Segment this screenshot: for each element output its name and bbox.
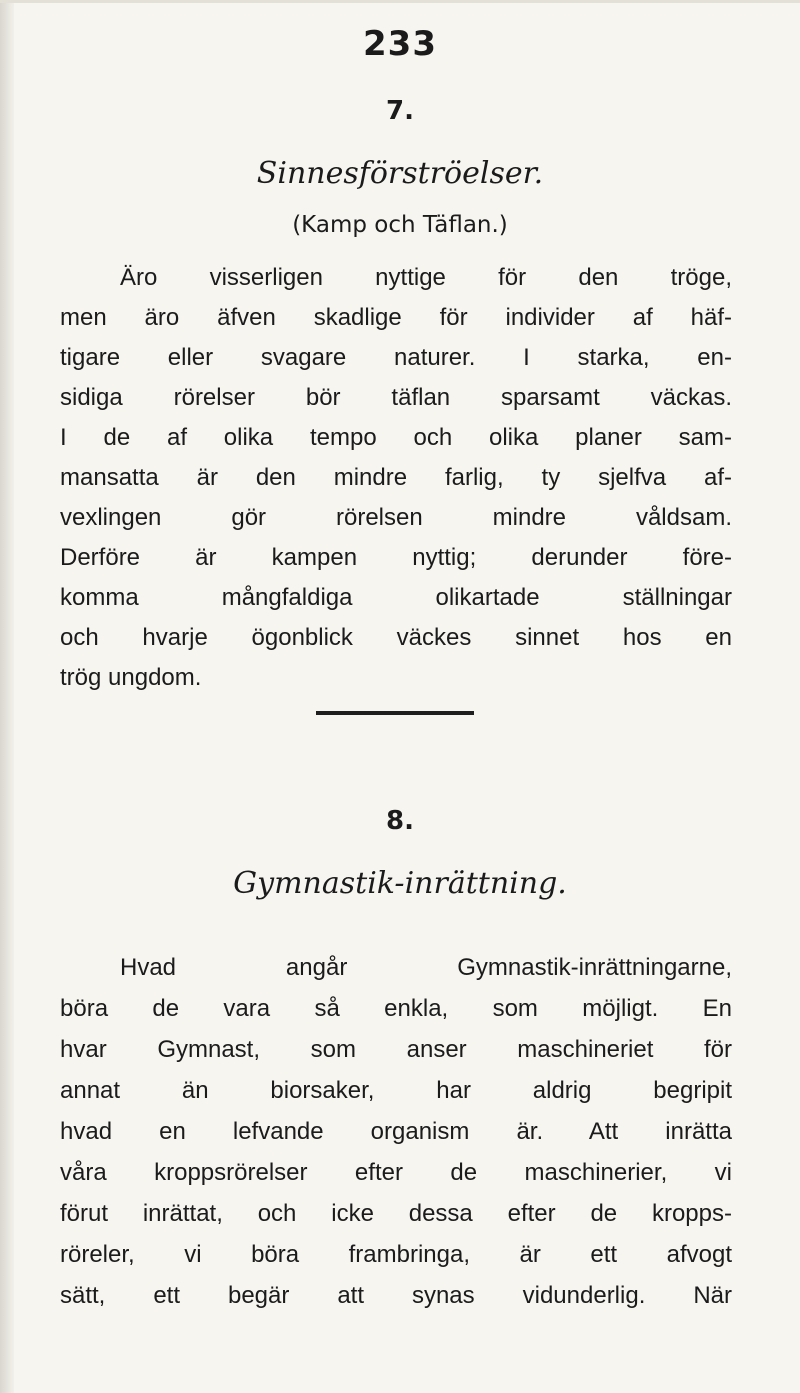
paragraph-line: och hvarje ögonblick väckes sinnet hos en [60,624,732,651]
paragraph-line: Hvad angår Gymnastik-inrättningarne, [120,954,732,981]
paragraph-line: annat än biorsaker, har aldrig begripit [60,1077,732,1104]
paragraph-line: I de af olika tempo och olika planer sam- [60,424,732,451]
section-7-subheading: (Kamp och Täflan.) [292,212,508,238]
paragraph-line: mansatta är den mindre farlig, ty sjelfva af- [60,464,732,491]
page-top-edge [0,0,800,3]
paragraph-line: våra kroppsrörelser efter de maschinerier, vi [60,1159,732,1186]
paragraph-line: sätt, ett begär att synas vidunderlig. När [60,1282,732,1309]
paragraph-line: hvar Gymnast, som anser maschineriet för [60,1036,732,1063]
section-8-heading: Gymnastik-inrättning. [233,866,567,901]
paragraph-line: trög ungdom. [60,664,202,691]
paragraph-line: röreler, vi böra frambringa, är ett afvogt [60,1241,732,1268]
paragraph-line: men äro äfven skadlige för individer af häf- [60,304,732,331]
paragraph-line: hvad en lefvande organism är. Att inrätta [60,1118,732,1145]
paragraph-line: Äro visserligen nyttige för den tröge, [120,264,732,291]
paragraph-line: förut inrättat, och icke dessa efter de kropps- [60,1200,732,1227]
section-7-heading: Sinnesförströelser. [256,156,544,191]
paragraph-line: sidiga rörelser bör täflan sparsamt väckas. [60,384,732,411]
paragraph-line: böra de vara så enkla, som möjligt. En [60,995,732,1022]
paragraph-line: komma mångfaldiga olikartade ställningar [60,584,732,611]
page-number: 233 [363,24,437,64]
section-7-number: 7. [386,96,414,126]
section-8-number: 8. [386,806,414,836]
paragraph-line: tigare eller svagare naturer. I starka, en- [60,344,732,371]
paragraph-line: Derföre är kampen nyttig; derunder före- [60,544,732,571]
section-divider [316,711,474,715]
paragraph-line: vexlingen gör rörelsen mindre våldsam. [60,504,732,531]
page-gutter-shadow [0,0,14,1393]
